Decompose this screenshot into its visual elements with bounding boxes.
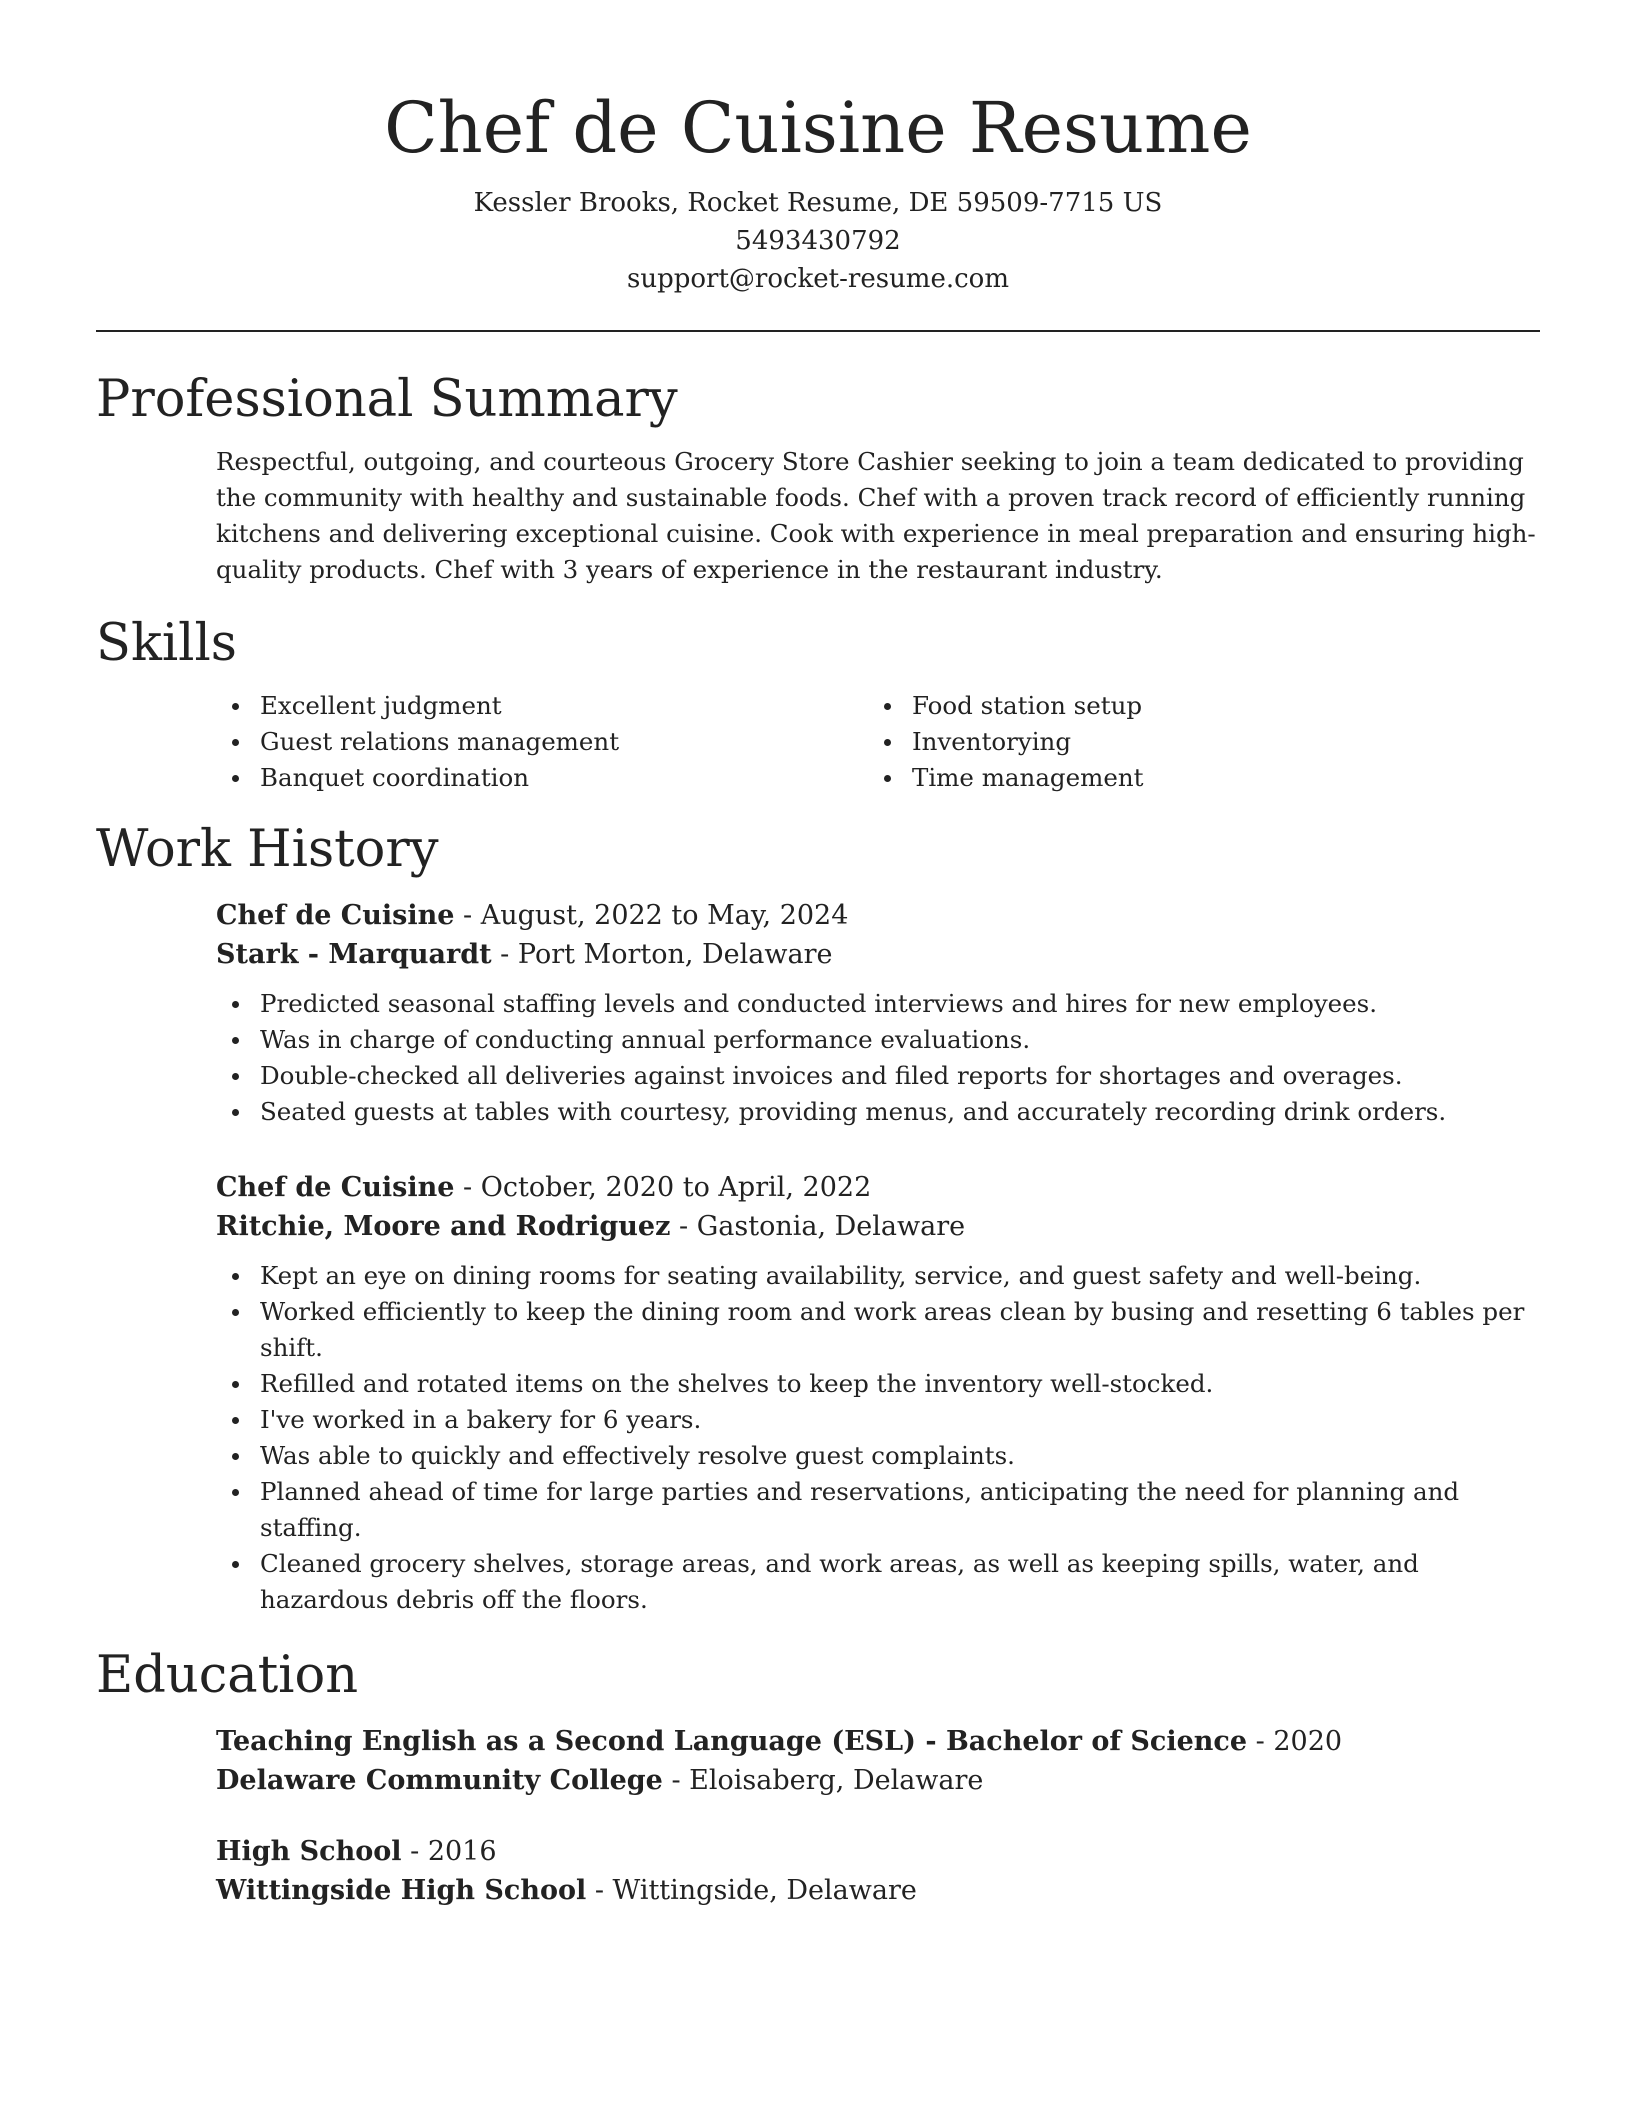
skills-section [96, 612, 1540, 796]
education-year: - 2016 [401, 1836, 497, 1867]
education-school: Delaware Community College [216, 1765, 663, 1796]
job-title: Chef de Cuisine [216, 1172, 455, 1203]
education-school-line [216, 1761, 1540, 1800]
job-company: Ritchie, Moore and Rodriguez [216, 1211, 671, 1242]
skills-grid [216, 688, 1540, 796]
education-degree-line [216, 1832, 1540, 1871]
contact-email: support@rocket-resume.com [626, 264, 1009, 294]
job-bullet: Planned ahead of time for large parties and reservations, anticipating the need for planning and staffing. [216, 1474, 1540, 1546]
job-bullet: Refilled and rotated items on the shelves to keep the inventory well-stocked. [216, 1366, 1540, 1402]
job-title-line [216, 1168, 1540, 1207]
education-entry [216, 1722, 1540, 1800]
job-location: - Port Morton, Delaware [491, 939, 833, 970]
job-bullets [216, 986, 1540, 1130]
work-history-heading: Work History [96, 820, 439, 879]
skills-heading: Skills [96, 614, 237, 673]
job-bullet: I've worked in a bakery for 6 years. [216, 1402, 1540, 1438]
job-bullet: Worked efficiently to keep the dining room and work areas clean by busing and resetting 6 tables per shift. [216, 1294, 1540, 1366]
job-bullet: Kept an eye on dining rooms for seating availability, service, and guest safety and well-being. [216, 1258, 1540, 1294]
skill-item: Time management [868, 760, 1520, 796]
job-bullet: Was able to quickly and effectively resolve guest complaints. [216, 1438, 1540, 1474]
summary-section [96, 368, 1540, 588]
education-school-line [216, 1871, 1540, 1910]
education-school: Wittingside High School [216, 1875, 587, 1906]
summary-text: Respectful, outgoing, and courteous Grocery Store Cashier seeking to join a team dedicated to providing the community with healthy and sustainable foods. Chef with a proven track record of efficiently running kitchens and delivering exceptional cuisine. Cook with experience in meal preparation and ensuring high-quality products. Chef with 3 years of experience in the restaurant industry. [216, 447, 1536, 584]
job-bullet: Cleaned grocery shelves, storage areas, and work areas, as well as keeping spills, water, and hazardous debris off the floors. [216, 1546, 1540, 1618]
job-entry [216, 896, 1540, 1130]
skill-item: Food station setup [868, 688, 1520, 724]
education-location: - Wittingside, Delaware [586, 1875, 917, 1906]
resume-page [96, 0, 1540, 2112]
education-section [96, 1644, 1540, 1910]
skill-item: Guest relations management [216, 724, 868, 760]
job-dates: - August, 2022 to May, 2024 [454, 900, 849, 931]
resume-header [96, 0, 1540, 332]
education-entry [216, 1832, 1540, 1910]
job-bullet: Seated guests at tables with courtesy, providing menus, and accurately recording drink orders. [216, 1094, 1540, 1130]
job-entry [216, 1168, 1540, 1618]
summary-heading: Professional Summary [96, 370, 678, 429]
contact-phone: 5493430792 [735, 226, 901, 256]
resume-title: Chef de Cuisine Resume [384, 87, 1252, 169]
education-degree: Teaching English as a Second Language (ESL) - Bachelor of Science [216, 1726, 1248, 1757]
skill-item: Banquet coordination [216, 760, 868, 796]
job-company: Stark - Marquardt [216, 939, 492, 970]
job-bullet: Predicted seasonal staffing levels and conducted interviews and hires for new employees. [216, 986, 1540, 1022]
job-company-line [216, 1207, 1540, 1246]
education-year: - 2020 [1247, 1726, 1343, 1757]
education-heading: Education [96, 1646, 359, 1705]
education-degree: High School [216, 1836, 402, 1867]
education-degree-line [216, 1722, 1540, 1761]
contact-address: Kessler Brooks, Rocket Resume, DE 59509-7715 US [473, 188, 1163, 218]
skill-item: Inventorying [868, 724, 1520, 760]
education-location: - Eloisaberg, Delaware [662, 1765, 984, 1796]
job-company-line [216, 935, 1540, 974]
job-title-line [216, 896, 1540, 935]
skill-item: Excellent judgment [216, 688, 868, 724]
job-title: Chef de Cuisine [216, 900, 455, 931]
job-bullet: Double-checked all deliveries against invoices and filed reports for shortages and overages. [216, 1058, 1540, 1094]
job-dates: - October, 2020 to April, 2022 [454, 1172, 872, 1203]
contact-block [96, 184, 1540, 298]
job-bullets [216, 1258, 1540, 1618]
header-divider [96, 330, 1540, 332]
job-location: - Gastonia, Delaware [670, 1211, 966, 1242]
skills-column-right [868, 688, 1520, 796]
work-history-section [96, 818, 1540, 1618]
skills-column-left [216, 688, 868, 796]
job-bullet: Was in charge of conducting annual performance evaluations. [216, 1022, 1540, 1058]
